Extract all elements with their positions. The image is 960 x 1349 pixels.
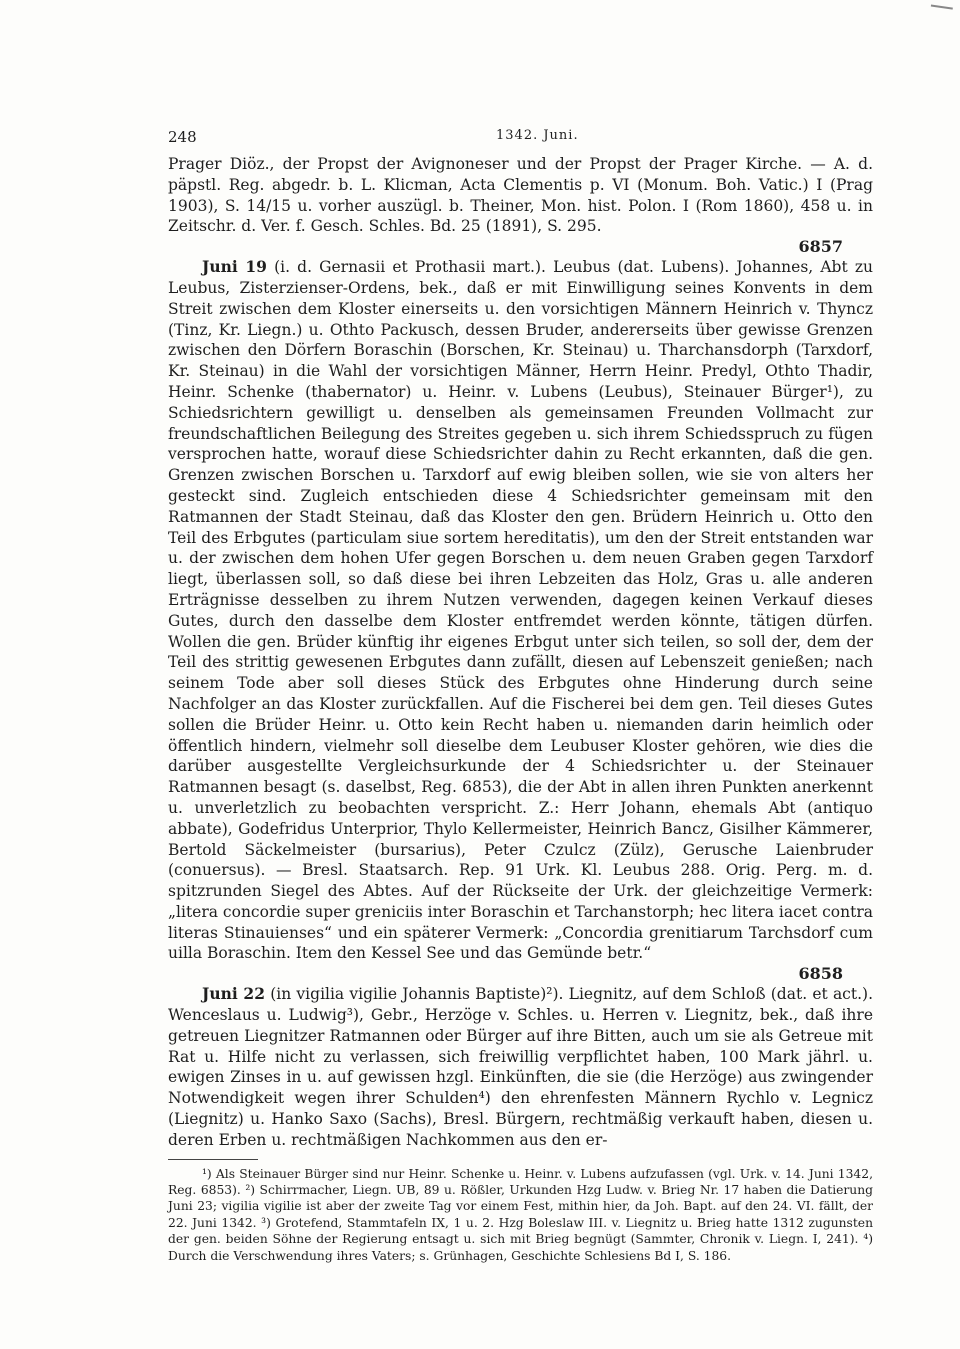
running-title: 1342. Juni.	[496, 128, 579, 143]
footnote-divider	[168, 1159, 258, 1160]
paragraph-continuation: Prager Diöz., der Propst der Avignoneser und der Propst der Prager Kirche. — A. d. päpstl. Reg. abgedr. b. L. Klicman, Acta Clementis p. VI (Monum. Boh. Vatic.) I (Prag 1903), S. 14/15 u. vorher auszügl. b. Theiner, Mon. hist. Polon. I (Rom 1860), 458 u. in Zeitschr. d. Ver. f. Gesch. Schles. Bd. 25 (1891), S. 295.	[168, 155, 873, 236]
regest-text: (in vigilia vigilie Johannis Baptiste)²). Liegnitz, auf dem Schloß (dat. et act.). Wenceslaus u. Ludwig³), Gebr., Herzöge v. Schles. u. Herren v. Liegnitz, bek., daß ihre getreuen Liegnitzer Ratmannen oder Bürger auf ihre Bitten, auch um sie als Getreue mit Rat u. Hilfe nicht zu verlassen, sich freiwillig verpflichtet haben, 100 Mark jährl. u. ewigen Zinses in u. auf gewissen hzgl. Einkünften, die sie (die Herzöge) aus zwingender Notwendigkeit wegen ihrer Schulden⁴) den ehrenfesten Männern Rychlo v. Legnicz (Liegnitz) u. Hanko Saxo (Sachs), Bresl. Bürgern, rechtmäßig verkauft haben, diesen u. deren Erben u. rechtmäßigen Nachkommen aus den er-	[168, 985, 873, 1149]
page-number: 248	[168, 128, 197, 146]
running-head	[168, 128, 873, 154]
footnote: ¹) Als Steinauer Bürger sind nur Heinr. Schenke u. Heinr. v. Lubens aufzufassen (vgl. Urk. v. 14. Juni 1342, Reg. 6853). ²) Schirrmacher, Liegn. UB, 89 u. Rößler, Urkunden Hzg Ludw. v. Brieg Nr. 17 haben die Datierung Juni 23; vigilia vigilie ist aber der zweite Tag vor einem Fest, mithin hier, da Joh. Bapt. auf den 24. VI. fällt, der 22. Juni 1342. ³) Grotefend, Stammtafeln IX, 1 u. 2. Hzg Boleslaw III. v. Liegnitz u. Brieg hatte 1312 zugunsten der gen. beiden Söhne der Regierung entsagt u. sich mit Brieg begnügt (Sammter, Chronik v. Liegn. I, 241). ⁴) Durch die Verschwendung ihres Vaters; s. Grünhagen, Geschichte Schlesiens Bd I, S. 186.	[168, 1166, 873, 1263]
entry-number-6857: 6857	[798, 237, 843, 257]
body-text	[168, 154, 873, 1151]
document-page	[168, 128, 873, 1264]
regest-paragraph-1	[168, 257, 873, 964]
regest-paragraph-2	[168, 984, 873, 1150]
footnotes	[168, 1166, 873, 1264]
scan-corner-mark	[929, 5, 953, 22]
date-heading: Juni 19	[202, 257, 267, 277]
regest-text: (i. d. Gernasii et Prothasii mart.). Leubus (dat. Lubens). Johannes, Abt zu Leubus, Zisterzienser-Ordens, bek., daß er mit Einwilligung seines Konvents in dem Streit zwischen dem Kloster einerseits u. den vorsichtigen Männern Heinrich v. Thyncz (Tinz, Kr. Liegn.) u. Othto Packusch, dessen Bruder, andererseits über gewisse Grenzen zwischen den Dörfern Boraschin (Borschen, Kr. Steinau) u. Tharchansdorph (Tarxdorf, Kr. Steinau) in die Wahl der vorsichtigen Männer, Herrn Heinr. Predyl, Othto Thadir, Heinr. Schenke (thabernator) u. Heinr. v. Lubens (Leubus), Steinauer Bürger¹), zu Schiedsrichtern gewilligt u. denselben als gemeinsamen Freunden Vollmacht zur freundschaftlichen Beilegung des Streites gegeben u. sich ihrem Schiedsspruch zu fügen versprochen hatte, worauf diese Schiedsrichter dahin zu Recht erkannten, daß die gen. Grenzen zwischen Borschen u. Tarxdorf auf ewig bleiben sollen, wie sie von alters her gesteckt sind. Zugleich entschieden diese 4 Schiedsrichter gemeinsam mit den Ratmannen der Stadt Steinau, daß das Kloster den gen. Brüdern Heinrich u. Otto den Teil des Erbgutes (particulam siue sortem hereditatis), um den der Streit entstanden war u. der zwischen dem hohen Ufer gegen Borschen u. dem neuen Graben gegen Tarxdorf liegt, überlassen soll, so daß diese bei ihren Lebzeiten das Holz, Gras u. alle anderen Erträgnisse desselben zu ihrem Nutzen verwenden, dagegen keinen Verkauf dieses Gutes, durch den dasselbe dem Kloster entfremdet werden könnte, tätigen dürfen. Wollen die gen. Brüder künftig ihr eigenes Erbgut unter sich teilen, so soll der, dem der Teil des strittig gewesenen Erbgutes dann zufällt, diesen auf Lebenszeit genießen; nach seinem Tode aber soll dieses Stück des Erbgutes ohne Hinderung durch seine Nachfolger an das Kloster zurückfallen. Auf die Fischerei bei dem gen. Teil dieses Gutes sollen die Brüder Heinr. u. Otto kein Recht haben u. niemanden darin heimlich oder öffentlich hindern, vielmehr soll dieselbe dem Leubuser Kloster gehören, wie dies die darüber ausgestellte Vergleichsurkunde der 4 Schiedsrichter u. der Steinauer Ratmannen besagt (s. daselbst, Reg. 6853), die der Abt in allen ihren Punkten anerkennt u. unverletzlich zu beobachten verspricht. Z.: Herr Johann, ehemals Abt (antiquo abbate), Godefridus Unterprior, Thylo Kellermeister, Heinrich Bancz, Gisilher Kämmerer, Bertold Säckelmeister (bursarius), Peter Czulcz (Zülz), Gerusche Laienbruder (conuersus). — Bresl. Staatsarch. Rep. 91 Urk. Kl. Leubus 288. Orig. Perg. m. d. spitzrunden Siegel des Abtes. Auf der Rückseite der Urk. der gleichzeitige Vermerk: „litera concordie super greniciis inter Boraschin et Tarchanstorph; hec litera iacet contra literas Stinauienses“ und ein späterer Vermerk: „Concordia grenitiarum Tarchsdorf cum uilla Boraschin. Item den Kessel See und das Gemünde betr.“	[168, 258, 873, 963]
date-heading: Juni 22	[202, 984, 266, 1004]
entry-number-6858: 6858	[798, 964, 843, 984]
